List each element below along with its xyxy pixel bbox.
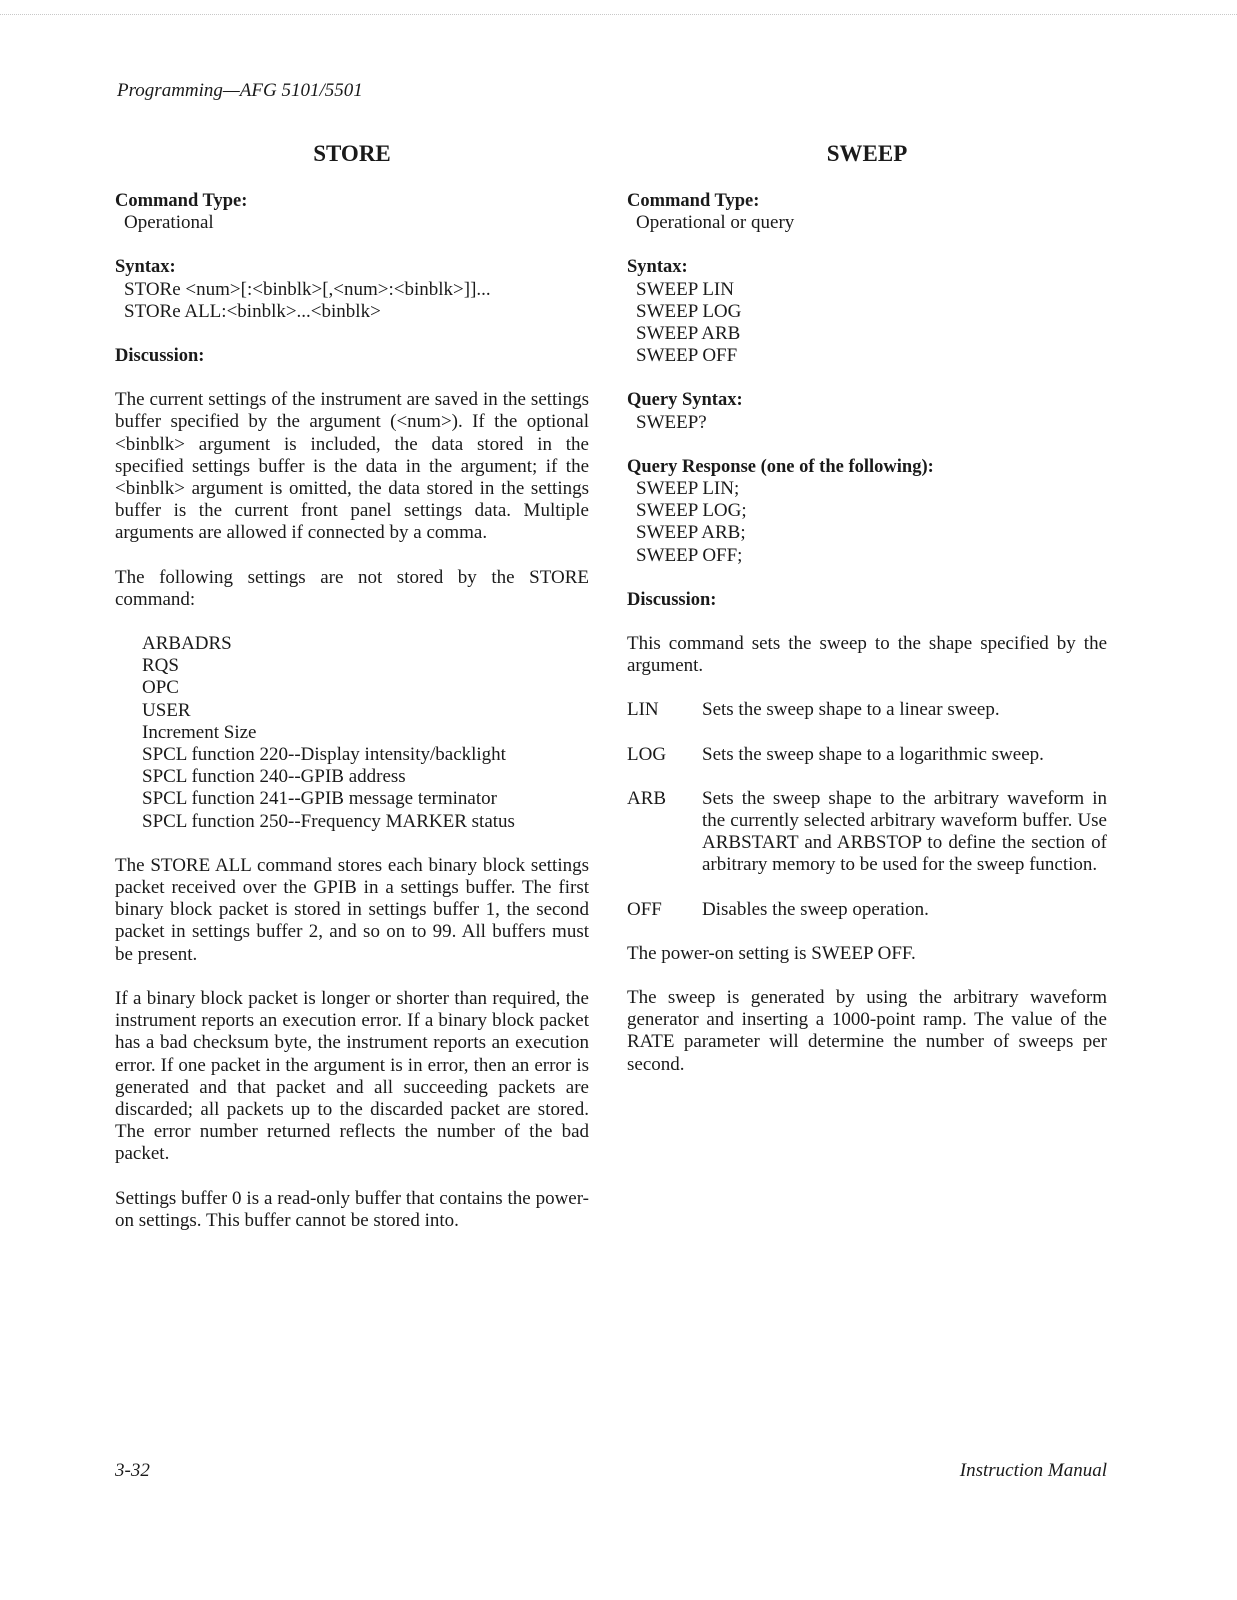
page-number: 3-32 <box>115 1460 150 1481</box>
sweep-query-response-line: SWEEP OFF; <box>636 544 743 566</box>
sweep-option-desc: Sets the sweep shape to a logarithmic sweep. <box>702 743 1044 765</box>
sweep-query-syntax <box>627 389 1107 433</box>
page-edge-rule <box>0 14 1237 15</box>
not-stored-list <box>142 633 589 833</box>
store-paragraph: If a binary block packet is longer or shorter than required, the instrument reports an execution error. If a binary block packet has a bad checksum byte, the instrument reports an execution error. If one packet in the argument is in error, then an error is generated and that packet and all succeeding packets are discarded; all packets up to the discarded packet are stored. The error number returned reflects the number of the bad packet. <box>115 987 589 1165</box>
store-paragraph: The current settings of the instrument are saved in the settings buffer specified by the argument (<num>). If the optional <binblk> argument is included, the data stored in the specified settings buffer is the data in the argument; if the <binblk> argument is omitted, the data stored in the settings buffer is the current front panel settings data. Multiple arguments are allowed if connected by a comma. <box>115 389 589 544</box>
sweep-query-syntax-value: SWEEP? <box>636 411 707 433</box>
sweep-intro: This command sets the sweep to the shape specified by the argument. <box>627 633 1107 677</box>
sweep-syntax-line: SWEEP LIN <box>636 278 734 300</box>
store-discussion-heading <box>115 345 589 367</box>
sweep-query-response-label: Query Response (one of the following): <box>627 456 934 477</box>
sweep-title: SWEEP <box>826 141 908 166</box>
store-title: STORE <box>313 141 391 166</box>
sweep-discussion-label: Discussion: <box>627 589 717 610</box>
sweep-syntax <box>627 256 1107 367</box>
sweep-discussion-heading <box>627 589 1107 611</box>
list-item: SPCL function 240--GPIB address <box>142 766 406 788</box>
sweep-option-row <box>627 788 1107 877</box>
list-item: SPCL function 250--Frequency MARKER status <box>142 810 515 832</box>
list-item: USER <box>142 699 191 721</box>
sweep-option-desc: Sets the sweep shape to the arbitrary waveform in the currently selected arbitrary waveform buffer. Use ARBSTART and ARBSTOP to define the section of arbitrary memory to be used for the sweep function. <box>702 787 1107 876</box>
list-item: OPC <box>142 677 179 699</box>
store-paragraph: The following settings are not stored by the STORE command: <box>115 566 589 610</box>
sweep-option-desc: Disables the sweep operation. <box>702 898 929 920</box>
sweep-query-response-line: SWEEP ARB; <box>636 522 746 544</box>
sweep-power-on: The power-on setting is SWEEP OFF. <box>627 942 916 964</box>
sweep-option-key: OFF <box>627 898 662 920</box>
sweep-option-row <box>627 899 1107 921</box>
sweep-section <box>627 140 1107 1098</box>
sweep-query-syntax-label: Query Syntax: <box>627 390 743 411</box>
sweep-command-type <box>627 190 1107 234</box>
store-paragraph: The STORE ALL command stores each binary block settings packet received over the GPIB in a settings buffer. The first binary block packet is stored in settings buffer 1, the second packet in settings buffer 2, and so on to 99. All buffers must be present. <box>115 854 589 965</box>
sweep-query-response <box>627 456 1107 567</box>
sweep-option-key: ARB <box>627 787 667 809</box>
store-syntax <box>115 256 589 323</box>
sweep-command-type-label: Command Type: <box>627 191 760 211</box>
store-paragraph: Settings buffer 0 is a read-only buffer that contains the power-on settings. This buffer cannot be stored into. <box>115 1187 589 1231</box>
sweep-query-response-line: SWEEP LIN; <box>636 478 740 500</box>
list-item: SPCL function 241--GPIB message terminator <box>142 788 497 810</box>
store-command-type-label: Command Type: <box>115 191 248 211</box>
list-item: SPCL function 220--Display intensity/backlight <box>142 744 506 766</box>
store-command-type <box>115 190 589 234</box>
sweep-option-desc: Sets the sweep shape to a linear sweep. <box>702 699 1000 721</box>
sweep-closing: The sweep is generated by using the arbitrary waveform generator and inserting a 1000-point ramp. The value of the RATE parameter will determine the number of sweeps per second. <box>627 987 1107 1075</box>
sweep-syntax-line: SWEEP OFF <box>636 345 738 367</box>
manual-name: Instruction Manual <box>959 1460 1107 1481</box>
store-discussion-label: Discussion: <box>115 346 205 367</box>
sweep-option-row <box>627 699 1107 721</box>
sweep-syntax-line: SWEEP ARB <box>636 323 741 345</box>
store-syntax-line: STORe ALL:<binblk>...<binblk> <box>124 300 381 322</box>
sweep-query-response-line: SWEEP LOG; <box>636 500 747 522</box>
store-section <box>115 140 589 1254</box>
running-header: Programming—AFG 5101/5501 <box>117 80 363 101</box>
list-item: ARBADRS <box>142 633 232 655</box>
store-syntax-label: Syntax: <box>115 257 176 278</box>
store-command-type-value: Operational <box>124 212 214 234</box>
sweep-syntax-label: Syntax: <box>627 257 688 278</box>
sweep-option-key: LOG <box>627 743 667 765</box>
sweep-option-row <box>627 744 1107 766</box>
sweep-syntax-line: SWEEP LOG <box>636 300 742 322</box>
list-item: Increment Size <box>142 721 257 743</box>
sweep-command-type-value: Operational or query <box>636 212 795 234</box>
list-item: RQS <box>142 655 179 677</box>
sweep-option-key: LIN <box>627 699 659 721</box>
store-syntax-line: STORe <num>[:<binblk>[,<num>:<binblk>]]... <box>124 278 491 300</box>
